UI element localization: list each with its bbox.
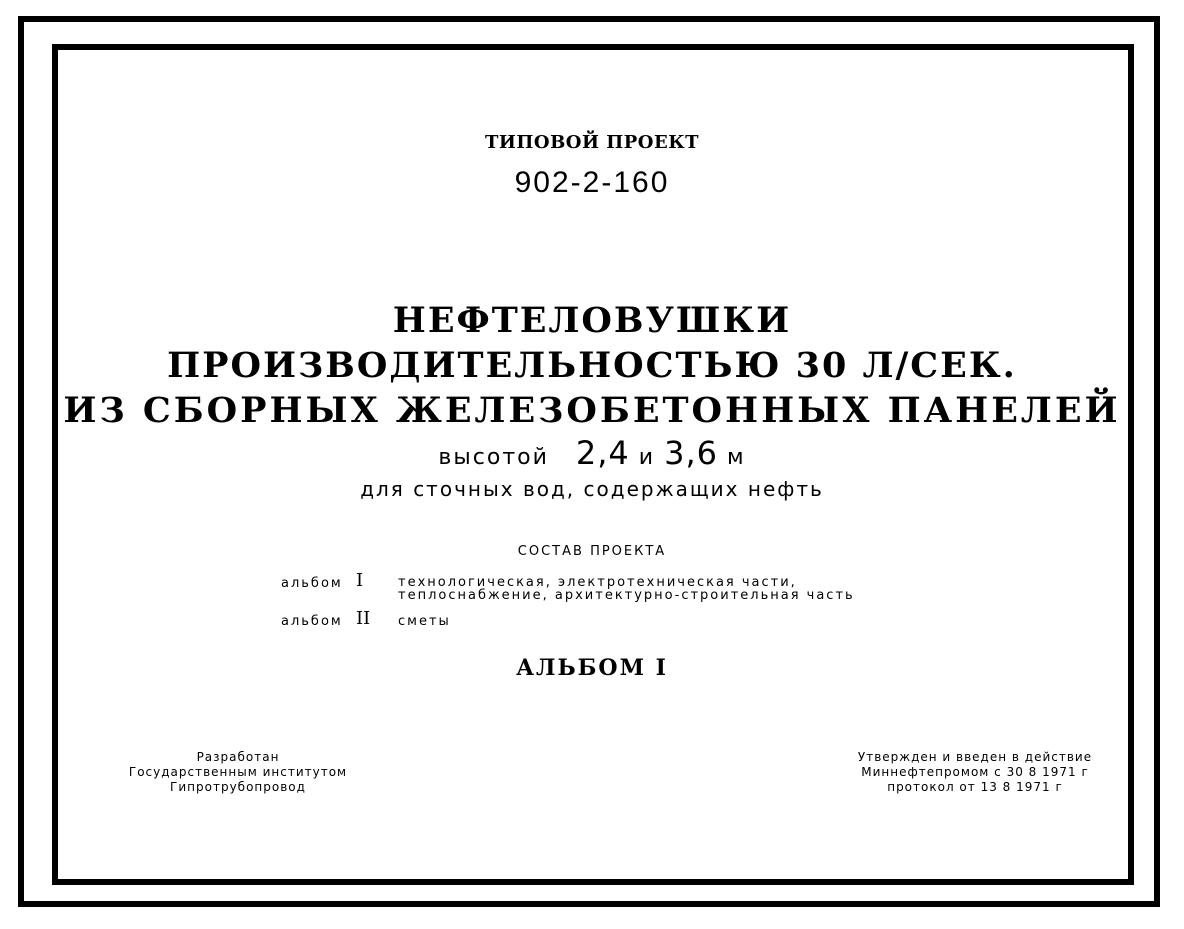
developer-block (118, 750, 358, 795)
approval-line-2: Миннефтепромом с 30 8 1971 г (861, 765, 1089, 779)
album-title: АЛЬБОМ I (516, 655, 668, 681)
title-line-2: ПРОИЗВОДИТЕЛЬНОСТЬЮ 30 Л/СЕК. (167, 345, 1017, 386)
height-line (0, 434, 1184, 472)
title-line-3: ИЗ СБОРНЫХ ЖЕЛЕЗОБЕТОННЫХ ПАНЕЛЕЙ (63, 390, 1121, 431)
developer-line-3: Гипротрубопровод (170, 780, 306, 794)
project-code: 902-2-160 (514, 166, 670, 199)
album-1-description (398, 576, 855, 602)
approval-block (840, 750, 1110, 795)
height-a: 2,4 (575, 434, 630, 472)
approval-line-1: Утвержден и введен в действие (857, 750, 1093, 764)
album-1-line-1: технологическая, электротехническая части, (398, 575, 797, 590)
album-2-number: II (356, 608, 371, 629)
project-type-label: ТИПОВОЙ ПРОЕКТ (485, 132, 699, 153)
height-b: 3,6 (664, 434, 718, 472)
title-line-5: для сточных вод, содержащих нефть (360, 477, 824, 501)
album-1-number: I (356, 570, 364, 591)
album-1-label: альбом (281, 576, 343, 591)
height-prefix: высотой (438, 445, 549, 470)
album-1-line-2: теплоснабжение, архитектурно-строительная часть (398, 588, 855, 603)
developer-line-2: Государственным институтом (128, 765, 348, 779)
composition-heading: СОСТАВ ПРОЕКТА (517, 544, 667, 559)
album-2-description: сметы (398, 614, 451, 629)
developer-line-1: Разработан (196, 750, 280, 764)
approval-line-3: протокол от 13 8 1971 г (887, 780, 1063, 794)
album-2-label: альбом (281, 614, 343, 629)
height-unit: м (726, 445, 746, 470)
title-line-1: НЕФТЕЛОВУШКИ (392, 300, 792, 341)
height-and: и (638, 445, 656, 470)
